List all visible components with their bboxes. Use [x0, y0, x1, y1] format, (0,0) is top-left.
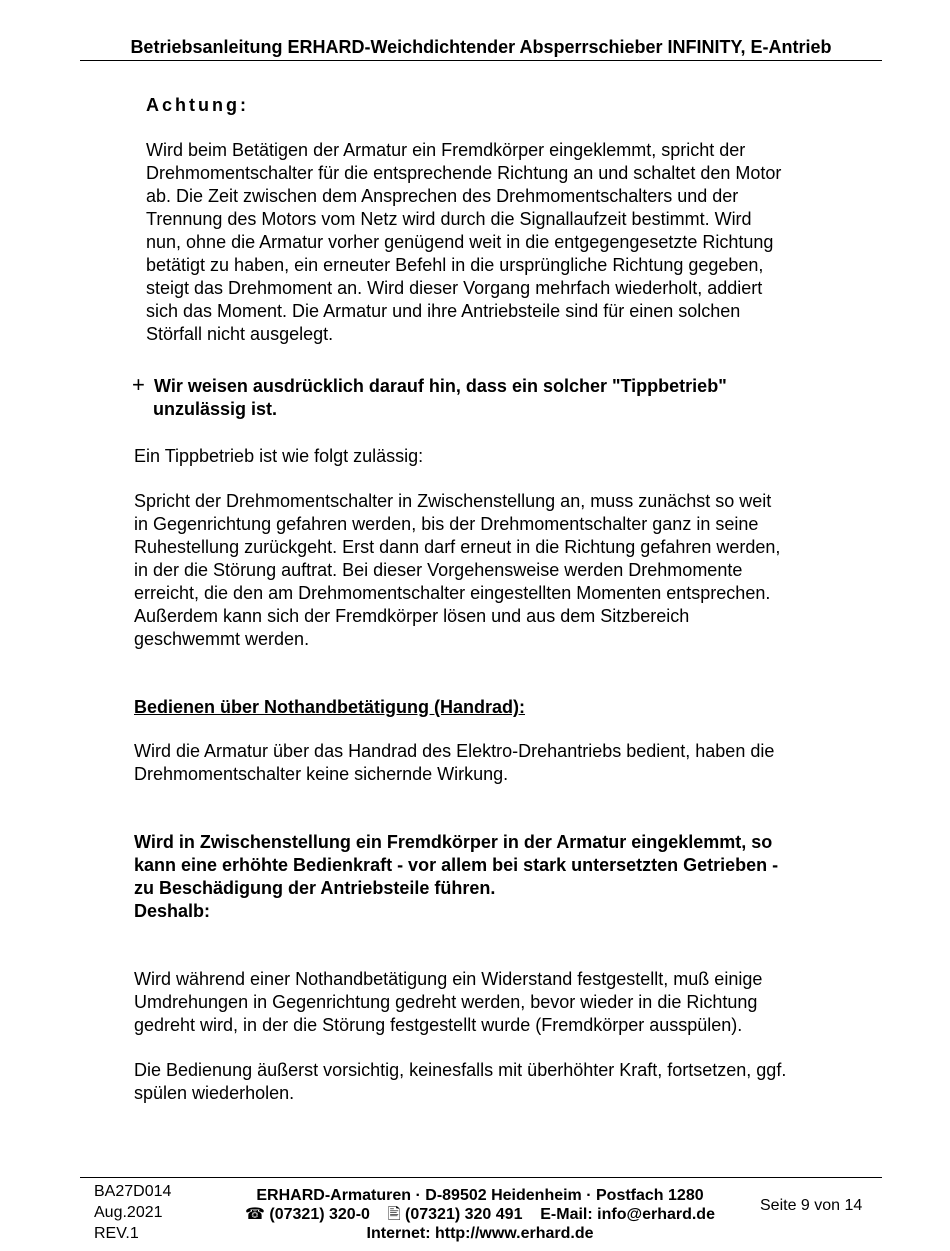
phone-icon: ☎: [245, 1206, 265, 1223]
text-line: Wird beim Betätigen der Armatur ein Fremdkörper eingeklemmt, spricht der: [146, 140, 746, 160]
doc-date: Aug.2021: [94, 1204, 163, 1221]
text-line: Störfall nicht ausgelegt.: [146, 324, 334, 344]
page-number: Seite 9 von 14: [760, 1197, 863, 1214]
warning-line-1: Wir weisen ausdrücklich darauf hin, dass ein solcher "Tippbetrieb": [154, 376, 727, 396]
text-line: Trennung des Motors vom Netz wird durch die Signallaufzeit bestimmt. Wird: [146, 209, 752, 229]
warning-line-2: unzulässig ist.: [153, 399, 278, 419]
fax-number: (07321) 320 491: [405, 1206, 523, 1223]
paragraph-7: [134, 1059, 786, 1105]
paragraph-5: [134, 831, 778, 923]
phone-number: (07321) 320-0: [269, 1206, 370, 1223]
text-line: betätigt zu haben, ein erneuter Befehl in die ursprüngliche Richtung gegeben,: [146, 255, 764, 275]
paragraph-4: [134, 740, 774, 786]
warning-note: [132, 373, 727, 421]
text-line: Umdrehungen in Gegenrichtung gedreht werden, bevor wieder in die Richtung: [134, 992, 758, 1012]
paragraph-3: [134, 490, 780, 651]
achtung-label: Achtung:: [146, 95, 249, 115]
text-line: Drehmomentschalter für die entsprechende Richtung an und schaltet den Motor: [146, 163, 782, 183]
text-line: gedreht wird, in der die Störung festgestellt wurde (Fremdkörper ausspülen).: [134, 1015, 743, 1035]
footer-divider: [80, 1177, 882, 1178]
text-line: Spricht der Drehmomentschalter in Zwischenstellung an, muss zunächst so weit: [134, 491, 772, 511]
text-line: nun, ohne die Armatur vorher genügend weit in die entgegengesetzte Richtung: [146, 232, 774, 252]
text-line: geschwemmt werden.: [134, 629, 310, 649]
text-line: sich das Moment. Die Armatur und ihre Antriebsteile sind für einen solchen: [146, 301, 741, 321]
website-link[interactable]: Internet: http://www.erhard.de: [366, 1225, 594, 1242]
text-line: Außerdem kann sich der Fremdkörper lösen und aus dem Sitzbereich: [134, 606, 690, 626]
text-line: Wird die Armatur über das Handrad des Elektro-Drehantriebs bedient, haben die: [134, 741, 775, 761]
text-line: steigt das Drehmoment an. Wird dieser Vorgang mehrfach wiederholt, addiert: [146, 278, 763, 298]
text-line: spülen wiederholen.: [134, 1083, 295, 1103]
doc-revision: REV.1: [94, 1225, 139, 1242]
text-line: Wird während einer Nothandbetätigung ein Widerstand festgestellt, muß einige: [134, 969, 763, 989]
text-line: kann eine erhöhte Bedienkraft - vor allem bei stark untersetzten Getrieben -: [134, 855, 779, 875]
text-line: erreicht, die den am Drehmomentschalter eingestellten Momenten entsprechen.: [134, 583, 771, 603]
text-line: in der die Störung auftrat. Bei dieser Vorgehensweise werden Drehmomente: [134, 560, 743, 580]
text-line: ab. Die Zeit zwischen dem Ansprechen des Drehmomentschalters und der: [146, 186, 739, 206]
text-line: zu Beschädigung der Antriebsteile führen.: [134, 878, 496, 898]
text-line: Drehmomentschalter keine sichernde Wirkung.: [134, 764, 509, 784]
doc-id: BA27D014: [94, 1183, 172, 1200]
paragraph-2: Ein Tippbetrieb ist wie folgt zulässig:: [134, 446, 424, 466]
text-line: Die Bedienung äußerst vorsichtig, keinesfalls mit überhöhter Kraft, fortsetzen, ggf.: [134, 1060, 787, 1080]
footer-doc-info: [94, 1181, 171, 1244]
text-line: Ruhestellung zurückgeht. Erst dann darf erneut in die Richtung gefahren werden,: [134, 537, 781, 557]
text-line: Deshalb:: [134, 901, 211, 921]
paragraph-6: [134, 968, 762, 1037]
text-line: Wird in Zwischenstellung ein Fremdkörper in der Armatur eingeklemmt, so: [134, 832, 773, 852]
plus-icon: +: [132, 372, 145, 397]
company-address: ERHARD-Armaturen · D-89502 Heidenheim · Postfach 1280: [256, 1187, 704, 1204]
section-heading: Bedienen über Nothandbetätigung (Handrad):: [134, 697, 525, 717]
page-header: Betriebsanleitung ERHARD-Weichdichtender Absperrschieber INFINITY, E-Antrieb: [80, 36, 882, 61]
paragraph-1: [146, 139, 781, 346]
email-link[interactable]: E-Mail: info@erhard.de: [540, 1206, 715, 1223]
text-line: in Gegenrichtung gefahren werden, bis der Drehmomentschalter ganz in seine: [134, 514, 759, 534]
fax-icon: 🖹: [387, 1206, 401, 1223]
footer-company: [210, 1186, 750, 1243]
